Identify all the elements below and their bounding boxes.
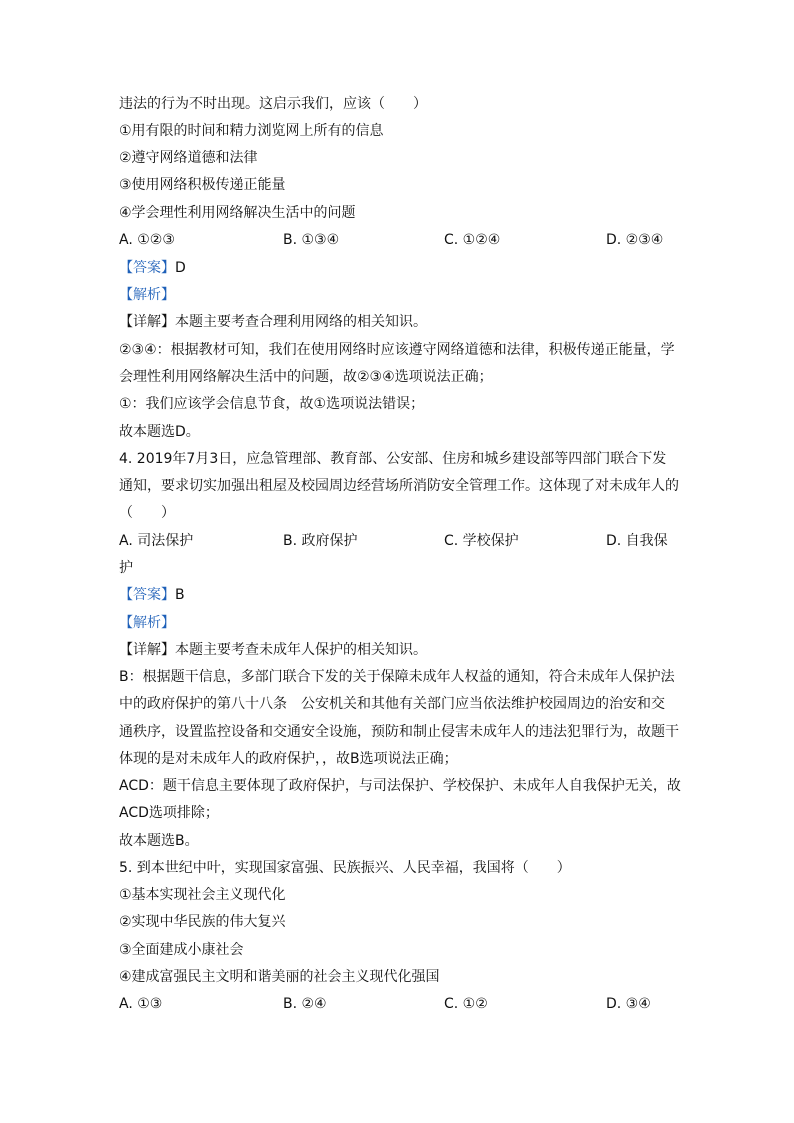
q3-explanation-line-2: 会理性利用网络解决生活中的问题，故②③④选项说法正确；	[119, 369, 493, 385]
q4-explanation-line-3: 通秩序，设置监控设备和交通安全设施，预防和制止侵害未成年人的违法犯罪行为，故题干	[119, 724, 679, 740]
q3-option-c: C. ①②④	[444, 232, 501, 248]
q3-item-3: ③使用网络积极传递正能量	[119, 177, 286, 193]
analysis-tag: 【解析】	[119, 615, 175, 631]
q4-explanation-line-2: 中的政府保护的第八十八条 公安机关和其他有关部门应当依法维护校园周边的治安和交	[119, 696, 665, 712]
q4-option-a: A. 司法保护	[119, 533, 194, 549]
q3-item-2: ②遵守网络道德和法律	[119, 150, 258, 166]
detail-tag: 【详解】	[119, 642, 175, 658]
q5-item-1: ①基本实现社会主义现代化	[119, 887, 286, 903]
answer-value: B	[175, 587, 185, 603]
q5-option-d: D. ③④	[606, 996, 651, 1012]
q4-analysis	[119, 613, 175, 633]
q4-explanation-line-5: ACD：题干信息主要体现了政府保护，与司法保护、学校保护、未成年人自我保护无关，故	[119, 778, 681, 794]
answer-value: D	[175, 260, 186, 276]
q3-option-a: A. ①②③	[119, 232, 175, 248]
q4-stem-line-2: 通知，要求切实加强出租屋及校园周边经营场所消防安全管理工作。这体现了对未成年人的	[119, 478, 679, 494]
q3-stem-tail: 违法的行为不时出现。这启示我们，应该（ ）	[119, 96, 427, 112]
q4-conclusion: 故本题选B。	[119, 833, 199, 849]
q4-explanation-line-1: B：根据题干信息，多部门联合下发的关于保障未成年人权益的通知，符合未成年人保护法	[119, 669, 675, 685]
q4-detail	[119, 640, 427, 660]
q4-option-b: B. 政府保护	[283, 533, 358, 549]
q5-stem: 5. 到本世纪中叶，实现国家富强、民族振兴、人民幸福，我国将（ ）	[119, 860, 571, 876]
q3-detail	[119, 312, 427, 332]
q4-explanation-line-4: 体现的是对未成年人的政府保护，，故B选项说法正确；	[119, 751, 458, 767]
q3-option-d: D. ②③④	[606, 232, 664, 248]
q5-item-3: ③全面建成小康社会	[119, 942, 244, 958]
detail-text: 本题主要考查未成年人保护的相关知识。	[175, 642, 427, 658]
q4-option-c: C. 学校保护	[444, 533, 519, 549]
q5-item-2: ②实现中华民族的伟大复兴	[119, 914, 286, 930]
q3-conclusion: 故本题选D。	[119, 424, 200, 440]
detail-tag: 【详解】	[119, 314, 175, 330]
q3-explanation-line-1: ②③④：根据教材可知，我们在使用网络时应该遵守网络道德和法律，积极传递正能量，学	[119, 342, 675, 358]
analysis-tag: 【解析】	[119, 287, 175, 303]
q5-option-c: C. ①②	[444, 996, 488, 1012]
detail-text: 本题主要考查合理利用网络的相关知识。	[175, 314, 427, 330]
q3-answer	[119, 258, 186, 278]
q4-explanation-line-6: ACD选项排除；	[119, 805, 219, 821]
q4-stem-line-1: 4. 2019年7月3日，应急管理部、教育部、公安部、住房和城乡建设部等四部门联合下发	[119, 451, 667, 467]
q4-option-d: D. 自我保	[606, 533, 668, 549]
answer-tag: 【答案】	[119, 587, 175, 603]
q4-answer	[119, 585, 185, 605]
q4-stem-line-3: （ ）	[119, 505, 175, 521]
q5-option-a: A. ①③	[119, 996, 163, 1012]
q3-item-1: ①用有限的时间和精力浏览网上所有的信息	[119, 123, 384, 139]
q3-analysis	[119, 285, 175, 305]
q5-item-4: ④建成富强民主文明和谐美丽的社会主义现代化强国	[119, 969, 440, 985]
q3-option-b: B. ①③④	[283, 232, 340, 248]
answer-tag: 【答案】	[119, 260, 175, 276]
q3-explanation-line-3: ①：我们应该学会信息节食，故①选项说法错误；	[119, 396, 425, 412]
q3-item-4: ④学会理性利用网络解决生活中的问题	[119, 205, 356, 221]
q5-option-b: B. ②④	[283, 996, 327, 1012]
q4-option-d-wrap: 护	[119, 560, 133, 576]
